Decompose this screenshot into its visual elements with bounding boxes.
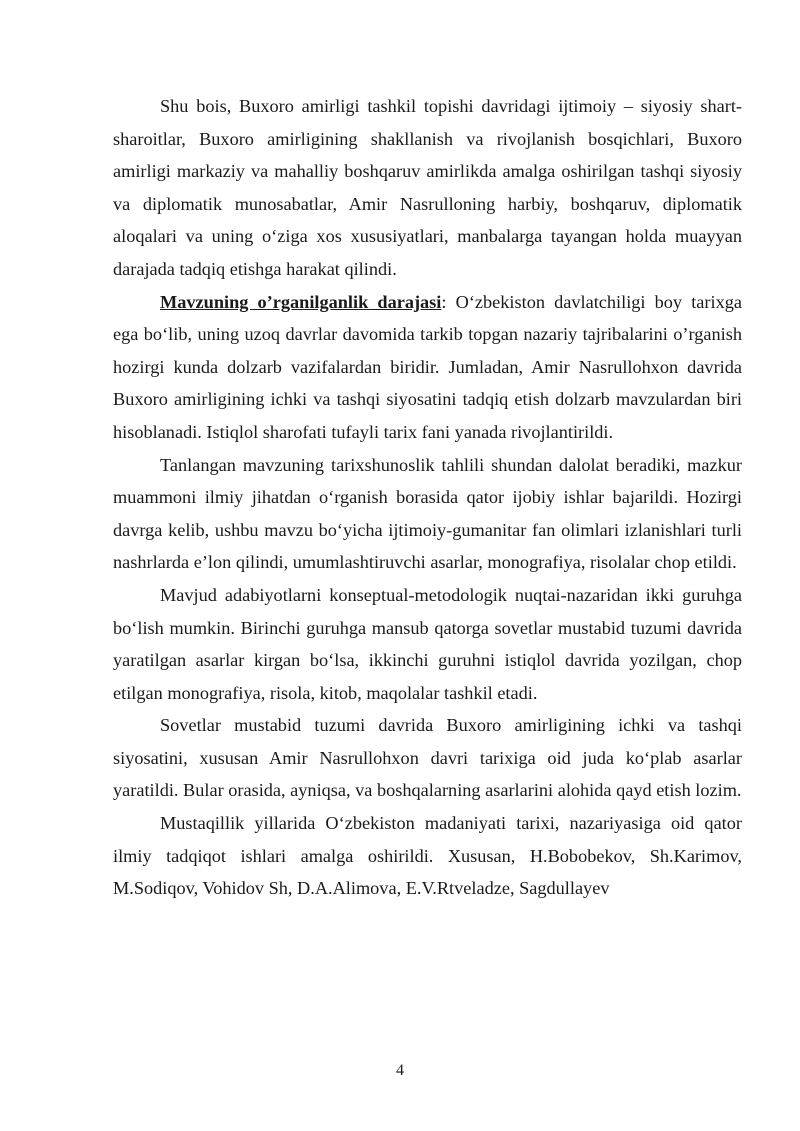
paragraph-2 xyxy=(113,286,742,449)
paragraph-4-text: Mavjud adabiyotlarni konseptual-metodologik nuqtai-nazaridan ikki guruhga bo‘lish mumkin. Birinchi guruhga mansub qatorga sovetlar mustabid tuzumi davrida yaratilgan asarlar kirgan bo‘lsa, ikkinchi guruhni istiqlol davrida yozilgan, chop etilgan monografiya, risola, kitob, maqolalar tashkil etadi. xyxy=(113,584,742,703)
paragraph-6 xyxy=(113,807,742,905)
paragraph-6-text: Mustaqillik yillarida O‘zbekiston madaniyati tarixi, nazariyasiga oid qator ilmiy tadqiqot ishlari amalga oshirildi. Xususan, H.Bobobekov, Sh.Karimov, M.Sodiqov, Vohidov Sh, D.A.Alimova, E.V.Rtveladze, Sagdullayev xyxy=(113,813,742,899)
paragraph-3 xyxy=(113,449,742,579)
paragraph-1-text: Shu bois, Buxoro amirligi tashkil topishi davridagi ijtimoiy – siyosiy shart-sharoitlar, Buxoro amirligining shakllanish va rivojlanish bosqichlari, Buxoro amirligi markaziy va mahalliy boshqaruv amirlikda amalga oshirilgan tashqi siyosiy va diplomatik munosabatlar, Amir Nasrulloning harbiy, boshqaruv, diplomatik aloqalari va uning o‘ziga xos xususiyatlari, manbalarga tayangan holda muayyan darajada tadqiq etishga harakat qilindi. xyxy=(113,96,742,279)
paragraph-5-text: Sovetlar mustabid tuzumi davrida Buxoro amirligining ichki va tashqi siyosatini, xususan Amir Nasrullohxon davri tarixiga oid juda ko‘plab asarlar yaratildi. Bular orasida, ayniqsa, va boshqalarning asarlarini alohida qayd etish lozim. xyxy=(113,715,742,801)
paragraph-3-text: Tanlangan mavzuning tarixshunoslik tahlili shundan dalolat beradiki, mazkur muammoni ilmiy jihatdan o‘rganish borasida qator ijobiy ishlar bajarildi. Hozirgi davrga kelib, ushbu mavzu bo‘yicha ijtimoiy-gumanitar fan olimlari izlanishlari turli nashrlarda e’lon qilindi, umumlashtiruvchi asarlar, monografiya, risolalar chop etildi. xyxy=(113,454,742,573)
paragraph-5 xyxy=(113,709,742,807)
page-number: 4 xyxy=(396,1062,404,1079)
section-heading-term: Mavzuning o’rganilganlik darajasi xyxy=(160,291,442,312)
paragraph-2-text: : O‘zbekiston davlatchiligi boy tarixga ega bo‘lib, uning uzoq davrlar davomida tarkib topgan nazariy tajribalarini o’rganish hozirgi kunda dolzarb vazifalardan biridir. Jumladan, Amir Nasrullohxon davrida Buxoro amirligining ichki va tashqi siyosatini tadqiq etish dolzarb mavzulardan biri hisoblanadi. Istiqlol sharofati tufayli tarix fani yanada rivojlantirildi. xyxy=(113,291,742,442)
paragraph-4 xyxy=(113,579,742,709)
document-page xyxy=(113,90,742,905)
paragraph-1 xyxy=(113,90,742,286)
